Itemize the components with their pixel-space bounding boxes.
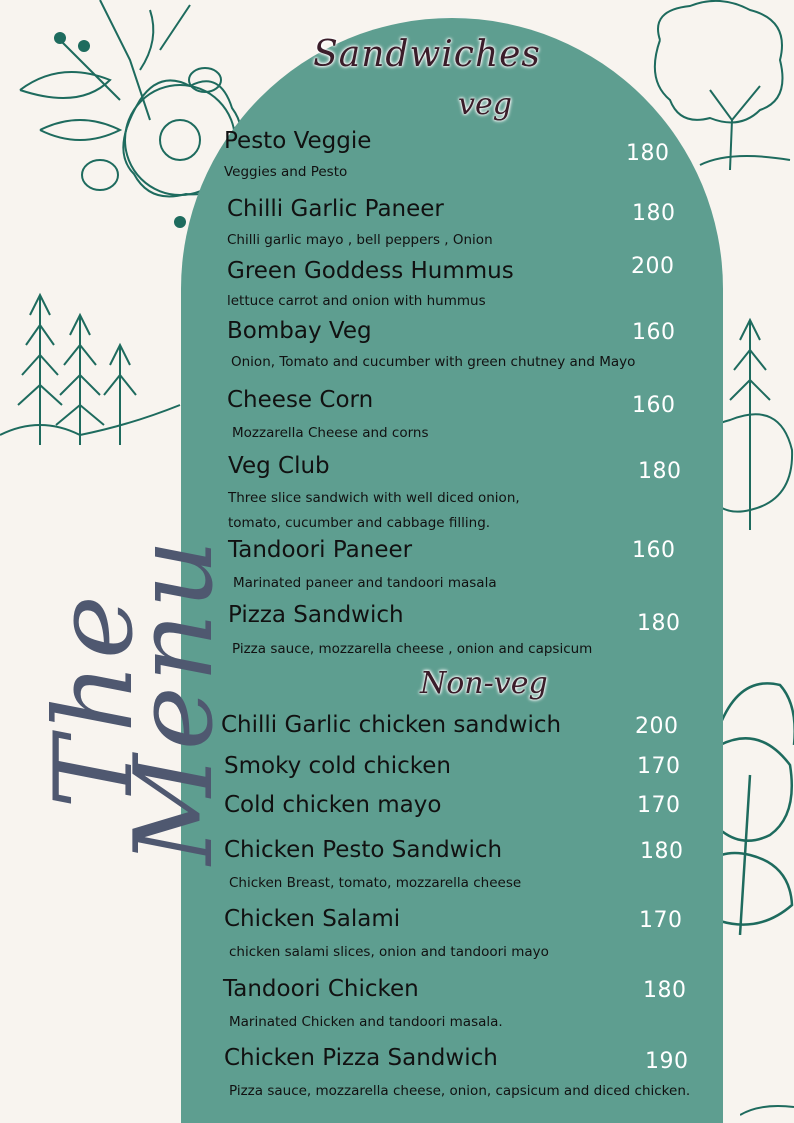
menu-item-name: Chicken Pesto Sandwich: [224, 837, 503, 863]
menu-item-desc: Marinated Chicken and tandoori masala.: [229, 1014, 503, 1030]
menu-item-price: 190: [645, 1049, 689, 1074]
menu-item-price: 160: [632, 393, 676, 418]
menu-item-name: Chilli Garlic chicken sandwich: [221, 712, 562, 738]
menu-item-desc: Three slice sandwich with well diced onion,: [228, 490, 520, 506]
menu-item-name: Veg Club: [228, 453, 330, 479]
menu-item-name: Pesto Veggie: [224, 128, 372, 154]
menu-item-price: 180: [637, 611, 681, 636]
menu-item-price: 200: [635, 714, 679, 739]
menu-item-name: Chicken Pizza Sandwich: [224, 1045, 498, 1071]
menu-item-desc: Onion, Tomato and cucumber with green chutney and Mayo: [231, 354, 636, 370]
menu-item-name: Tandoori Paneer: [228, 537, 413, 563]
menu-item-price: 170: [637, 754, 681, 779]
menu-item-desc: Pizza sauce, mozzarella cheese , onion and capsicum: [232, 641, 593, 657]
menu-item-price: 180: [632, 201, 676, 226]
menu-item-price: 170: [639, 908, 683, 933]
menu-item-desc: Pizza sauce, mozzarella cheese, onion, capsicum and diced chicken.: [229, 1083, 691, 1099]
menu-item-price: 180: [643, 978, 687, 1003]
menu-item-desc: Chilli garlic mayo , bell peppers , Onion: [227, 232, 493, 248]
forest-illustration: [0, 275, 190, 455]
menu-item-name: Pizza Sandwich: [228, 602, 404, 628]
menu-item-name: Chilli Garlic Paneer: [227, 196, 444, 222]
menu-item-price: 180: [626, 141, 670, 166]
menu-item-name: Cold chicken mayo: [224, 792, 442, 818]
menu-item-name: Bombay Veg: [227, 318, 372, 344]
menu-item-price: 170: [637, 793, 681, 818]
menu-item-price: 160: [632, 320, 676, 345]
menu-item-desc: lettuce carrot and onion with hummus: [227, 293, 486, 309]
menu-item-name: Chicken Salami: [224, 906, 401, 932]
veg-heading: veg: [458, 87, 512, 122]
menu-item-name: Cheese Corn: [227, 387, 374, 413]
menu-item-price: 180: [640, 839, 684, 864]
menu-item-price: 160: [632, 538, 676, 563]
menu-item-price: 180: [638, 459, 682, 484]
menu-item-name: Smoky cold chicken: [224, 753, 452, 779]
menu-title: The Menu: [32, 535, 237, 865]
section-title: Sandwiches: [313, 34, 541, 75]
nonveg-heading: Non-veg: [420, 666, 548, 701]
menu-item-name: Tandoori Chicken: [223, 976, 419, 1002]
menu-item-price: 200: [631, 254, 675, 279]
menu-item-desc: tomato, cucumber and cabbage filling.: [228, 515, 491, 531]
menu-item-name: Green Goddess Hummus: [227, 258, 514, 284]
menu-item-desc: Mozzarella Cheese and corns: [232, 425, 429, 441]
menu-item-desc: chicken salami slices, onion and tandoori mayo: [229, 944, 549, 960]
menu-item-desc: Chicken Breast, tomato, mozzarella cheese: [229, 875, 522, 891]
grass-illustration: [740, 1095, 794, 1123]
menu-item-desc: Veggies and Pesto: [224, 164, 348, 180]
menu-item-desc: Marinated paneer and tandoori masala: [233, 575, 497, 591]
